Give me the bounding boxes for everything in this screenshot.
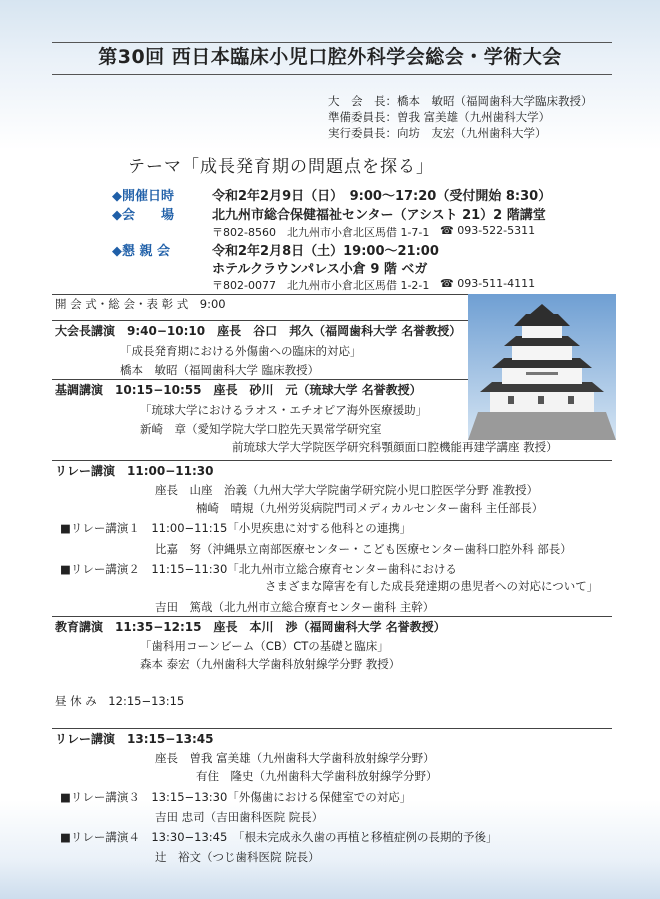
date-label: ◆開催日時: [112, 189, 174, 204]
party-value: 令和2年2月8日（土）19:00〜21:00: [212, 244, 439, 259]
venue-value: 北九州市総合保健福祉センター（アシスト 21）2 階講堂: [212, 208, 546, 223]
relay-3-head: ■リレー講演３ 13:15−13:30「外傷歯における保健室での対応」: [60, 790, 412, 804]
officer-president: 大 会 長：橋本 敏昭（福岡歯科大学臨床教授）: [328, 94, 593, 108]
education-topic: 「歯科用コーンビーム（CB）CTの基礎と臨床」: [140, 639, 389, 653]
relay-pm-head: リレー講演 13:15−13:45: [55, 732, 214, 746]
officer-prep-chair: 準備委員長：曽我 富美雄（九州歯科大学）: [328, 110, 551, 124]
education-speaker: 森本 泰宏（九州歯科大学歯科放射線学分野 教授）: [140, 657, 401, 671]
keynote-speaker: 新崎 章（愛知学院大学口腔先天異常学研究室: [140, 422, 382, 436]
relay-pm-chair1: 座長 曽我 富美雄（九州歯科大学歯科放射線学分野）: [155, 751, 435, 765]
presidential-head: 大会長講演 9:40−10:10 座長 谷口 邦久（福岡歯科大学 名誉教授）: [55, 324, 462, 338]
relay-pm-chair2: 有住 隆史（九州歯科大学歯科放射線学分野）: [196, 769, 438, 783]
relay-am-chair1: 座長 山座 治義（九州大学大学院歯学研究院小児口腔医学分野 准教授）: [155, 483, 539, 497]
title-rule-top: [52, 42, 612, 43]
presidential-topic: 「成長発育期における外傷歯への臨床的対応」: [120, 344, 362, 358]
date-value: 令和2年2月9日（日） 9:00〜17:20（受付開始 8:30）: [212, 189, 552, 204]
title-rule-bottom: [52, 74, 612, 75]
keynote-head: 基調講演 10:15−10:55 座長 砂川 元（琉球大学 名誉教授）: [55, 383, 422, 397]
venue-label: ◆会 場: [112, 208, 174, 223]
rule-relay-am: [52, 460, 612, 461]
relay-4-head: ■リレー講演４ 13:30−13:45 「根未完成永久歯の再植と移植症例の長期的予後」: [60, 830, 498, 844]
relay-4-speaker: 辻 裕文（つじ歯科医院 院長）: [155, 850, 320, 864]
officer-exec-chair: 実行委員長：向坊 友宏（九州歯科大学）: [328, 126, 547, 140]
keynote-topic: 「琉球大学におけるラオス・エチオピア海外医療援助」: [140, 403, 428, 417]
venue-tel: ☎ 093-522-5311: [440, 224, 536, 237]
keynote-speaker-affil: 前琉球大学大学院医学研究科顎顔面口腔機能再建学講座 教授）: [232, 440, 558, 454]
lunch-break: 昼 休 み 12:15−13:15: [55, 694, 185, 708]
relay-am-head: リレー講演 11:00−11:30: [55, 464, 214, 478]
rule-education: [52, 616, 612, 617]
page-title: 第30回 西日本臨床小児口腔外科学会総会・学術大会: [98, 46, 562, 68]
party-address: 〒802-0077 北九州市小倉北区馬借 1-2-1: [212, 279, 430, 292]
relay-2-speaker: 吉田 篤哉（北九州市立総合療育センター歯科 主幹）: [155, 600, 435, 614]
relay-am-chair2: 楠崎 晴規（九州労災病院門司メディカルセンター歯科 主任部長）: [196, 501, 544, 515]
relay-1-speaker: 比嘉 努（沖縄県立南部医療センター・こども医療センター歯科口腔外科 部長）: [155, 542, 572, 556]
relay-2-head: ■リレー講演２ 11:15−11:30「北九州市立総合療育センター歯科における: [60, 562, 457, 576]
relay-3-speaker: 吉田 忠司（吉田歯科医院 院長）: [155, 810, 324, 824]
theme: テーマ「成長発育期の問題点を探る」: [128, 157, 434, 177]
relay-1-head: ■リレー講演１ 11:00−11:15「小児疾患に対する他科との連携」: [60, 521, 412, 535]
castle-photo: [468, 294, 616, 440]
venue-address: 〒802-8560 北九州市小倉北区馬借 1-7-1: [212, 226, 430, 239]
rule-relay-pm: [52, 728, 612, 729]
education-head: 教育講演 11:35−12:15 座長 本川 渉（福岡歯科大学 名誉教授）: [55, 620, 446, 634]
relay-2-head-cont: さまざまな障害を有した成長発達期の患児者への対応について」: [265, 579, 599, 593]
opening-line: 開 会 式・総 会・表 彰 式 9:00: [55, 297, 226, 311]
party-tel: ☎ 093-511-4111: [440, 277, 536, 290]
party-place: ホテルクラウンパレス小倉 9 階 ベガ: [212, 262, 428, 277]
presidential-speaker: 橋本 敏昭（福岡歯科大学 臨床教授）: [120, 363, 320, 377]
party-label: ◆懇 親 会: [112, 244, 171, 259]
